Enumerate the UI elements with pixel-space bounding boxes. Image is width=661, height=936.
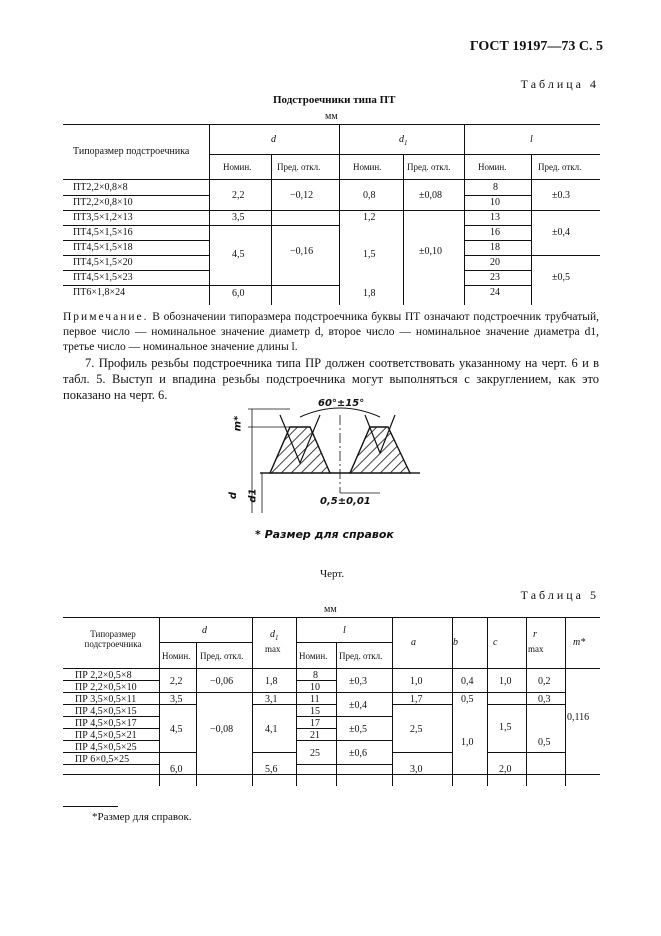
table4	[63, 124, 600, 305]
table5-caption: Таблица 5	[520, 588, 599, 602]
cell-b: 0,4	[461, 676, 474, 687]
cell-l-dev: ±0.3	[552, 190, 570, 201]
cell-c: 1,5	[499, 722, 512, 733]
cell-l-nom: 24	[490, 287, 500, 298]
cell-a: 2,5	[410, 724, 423, 735]
t5-h-nom: Номин.	[162, 651, 191, 661]
table-row: ПТ2,2×0,8×8	[73, 182, 128, 193]
cell-d1-dev: ±0,08	[419, 190, 442, 201]
cell-l-nom: 21	[310, 730, 320, 741]
cell-l-nom: 10	[490, 197, 500, 208]
cell-l-nom: 17	[310, 718, 320, 729]
table-row: ПР 4,5×0,5×17	[75, 718, 137, 729]
footnote-rule	[63, 806, 118, 807]
table4-header-d1: d	[399, 134, 404, 145]
cell-d1-nom: 1,2	[363, 212, 376, 223]
table5-header-d: d	[202, 625, 207, 636]
cell-l-dev: ±0,5	[552, 272, 570, 283]
cell-l-nom: 8	[493, 182, 498, 193]
cell-a: 1,7	[410, 694, 423, 705]
page-header: ГОСТ 19197—73 С. 5	[469, 39, 603, 54]
figure-caption: Черт.	[320, 568, 345, 580]
table5-header-r: r	[533, 629, 537, 640]
table-row: ПТ3,5×1,2×13	[73, 212, 133, 223]
thread-tooth-right	[350, 427, 410, 473]
table-row: ПР 2,2×0,5×10	[75, 682, 137, 693]
table4-title: Подстроечники типа ПТ	[273, 94, 396, 106]
cell-d-nom: 3,5	[232, 212, 245, 223]
cell-d1-nom: 0,8	[363, 190, 376, 201]
table-row: ПР 4,5×0,5×21	[75, 730, 137, 741]
t4-h-nom: Номин.	[478, 162, 507, 172]
figure-angle-label: 60°±15°	[318, 398, 365, 409]
t4-h-dev: Пред. откл.	[277, 162, 321, 172]
cell-a: 3,0	[410, 764, 423, 775]
cell-l-dev: ±0,4	[552, 227, 570, 238]
cell-l-nom: 18	[490, 242, 500, 253]
cell-l-nom: 23	[490, 272, 500, 283]
cell-l-dev: ±0,6	[349, 748, 367, 759]
table4-header-d1-sub: 1	[404, 139, 408, 147]
table-row: ПТ4,5×1,5×20	[73, 257, 133, 268]
cell-d-nom: 2,2	[232, 190, 245, 201]
cell-d-nom: 6,0	[232, 288, 245, 299]
cell-l-nom: 15	[310, 706, 320, 717]
cell-l-nom: 25	[310, 748, 320, 759]
table-row: ПР 3,5×0,5×11	[75, 694, 137, 705]
cell-l-nom: 13	[490, 212, 500, 223]
cell-c: 2,0	[499, 764, 512, 775]
cell-d-nom: 6,0	[170, 764, 183, 775]
cell-r: 0,5	[538, 737, 551, 748]
table5-header-max: max	[265, 644, 281, 654]
cell-d-nom: 2,2	[170, 676, 183, 687]
figure-d-label: d	[228, 491, 240, 500]
table4-note	[63, 310, 599, 355]
cell-d1: 3,1	[265, 694, 278, 705]
table-row: ПТ4,5×1,5×18	[73, 242, 133, 253]
t4-h-dev: Пред. откл.	[538, 162, 582, 172]
table4-header-d: d	[271, 134, 276, 145]
figure-footnote: * Размер для справок	[255, 528, 394, 541]
cell-d1: 4,1	[265, 724, 278, 735]
figure-m-label: m*	[232, 415, 244, 432]
cell-d1: 1,8	[265, 676, 278, 687]
cell-l-nom: 10	[310, 682, 320, 693]
cell-b: 0,5	[461, 694, 474, 705]
table4-header-l: l	[530, 134, 533, 145]
cell-d1-nom: 1,5	[363, 249, 376, 260]
note-text: В обозначении типоразмера подстроечника буквы ПТ означают подстроечник трубчатый, первое число — номинальное значение диаметр d, второе число — номинальное значение диаметра d1, третье число — номинальное значение длины l.	[63, 311, 599, 353]
cell-r: 0,3	[538, 694, 551, 705]
cell-d1-nom: 1,8	[363, 288, 376, 299]
table4-caption: Таблица 4	[520, 77, 599, 91]
table5-header-m: m*	[573, 637, 586, 648]
cell-d1: 5,6	[265, 764, 278, 775]
page-footnote: *Размер для справок.	[92, 811, 192, 823]
table-row: ПР 4,5×0,5×15	[75, 706, 137, 717]
table5-header-b: b	[453, 637, 458, 648]
table5-header-type: Типоразмер подстроечника	[84, 629, 142, 649]
table5-unit: мм	[324, 604, 337, 615]
cell-l-dev: ±0,3	[349, 676, 367, 687]
t5-h-dev: Пред. откл.	[200, 651, 244, 661]
table5-header-c: c	[493, 637, 498, 648]
table4-unit: мм	[325, 111, 338, 122]
cell-a: 1,0	[410, 676, 423, 687]
cell-d-nom: 4,5	[170, 724, 183, 735]
thread-tooth-left	[270, 427, 330, 473]
cell-b: 1,0	[461, 737, 474, 748]
cell-l-dev: ±0,5	[349, 724, 367, 735]
cell-d1-dev: ±0,10	[419, 246, 442, 257]
cell-d-dev: −0,08	[210, 724, 234, 735]
table5-header-d1-sub: 1	[275, 634, 279, 642]
table5	[63, 617, 600, 786]
cell-l-nom: 8	[313, 670, 318, 681]
table-row: ПР 4,5×0,5×25	[75, 742, 137, 753]
cell-m: 0,116	[567, 712, 590, 723]
t5-h-dev: Пред. откл.	[339, 651, 383, 661]
table-row: ПР 6×0,5×25	[75, 754, 130, 765]
cell-d-dev: −0,06	[210, 676, 234, 687]
table-row: ПТ6×1,8×24	[73, 287, 126, 298]
t4-h-dev: Пред. откл.	[407, 162, 451, 172]
t4-h-nom: Номин.	[223, 162, 252, 172]
t4-h-nom: Номин.	[353, 162, 382, 172]
table-row: ПТ4,5×1,5×23	[73, 272, 133, 283]
figure-pitch-label: 0,5±0,01	[320, 496, 371, 507]
cell-l-nom: 20	[490, 257, 500, 268]
table-row: ПТ4,5×1,5×16	[73, 227, 133, 238]
table5-header-l: l	[343, 625, 346, 636]
cell-d-nom: 3,5	[170, 694, 183, 705]
cell-d-nom: 4,5	[232, 249, 245, 260]
cell-l-nom: 11	[310, 694, 320, 705]
table5-header-d1: d	[270, 629, 275, 640]
figure-d1-label: d1	[247, 488, 259, 503]
table-row: ПР 2,2×0,5×8	[75, 670, 132, 681]
paragraph-7: 7. Профиль резьбы подстроечника типа ПР должен соответствовать указанному на черт. 6 и в табл. 5. Выступ и впадина резьбы подстроечника могут выполняться с закруглением, как это показано на черт. 6.	[63, 356, 599, 402]
cell-d-dev: −0,12	[290, 190, 314, 201]
table-row: ПТ2,2×0,8×10	[73, 197, 133, 208]
cell-r: 0,2	[538, 676, 551, 687]
table5-header-max: max	[528, 644, 544, 654]
table4-header-type: Типоразмер подстроечника	[73, 146, 190, 157]
cell-l-nom: 16	[490, 227, 500, 238]
table5-header-a: a	[411, 637, 416, 648]
note-label: Примечание.	[63, 311, 149, 323]
cell-c: 1,0	[499, 676, 512, 687]
cell-l-dev: ±0,4	[349, 700, 367, 711]
cell-d-dev: −0,16	[290, 246, 314, 257]
t5-h-nom: Номин.	[299, 651, 328, 661]
